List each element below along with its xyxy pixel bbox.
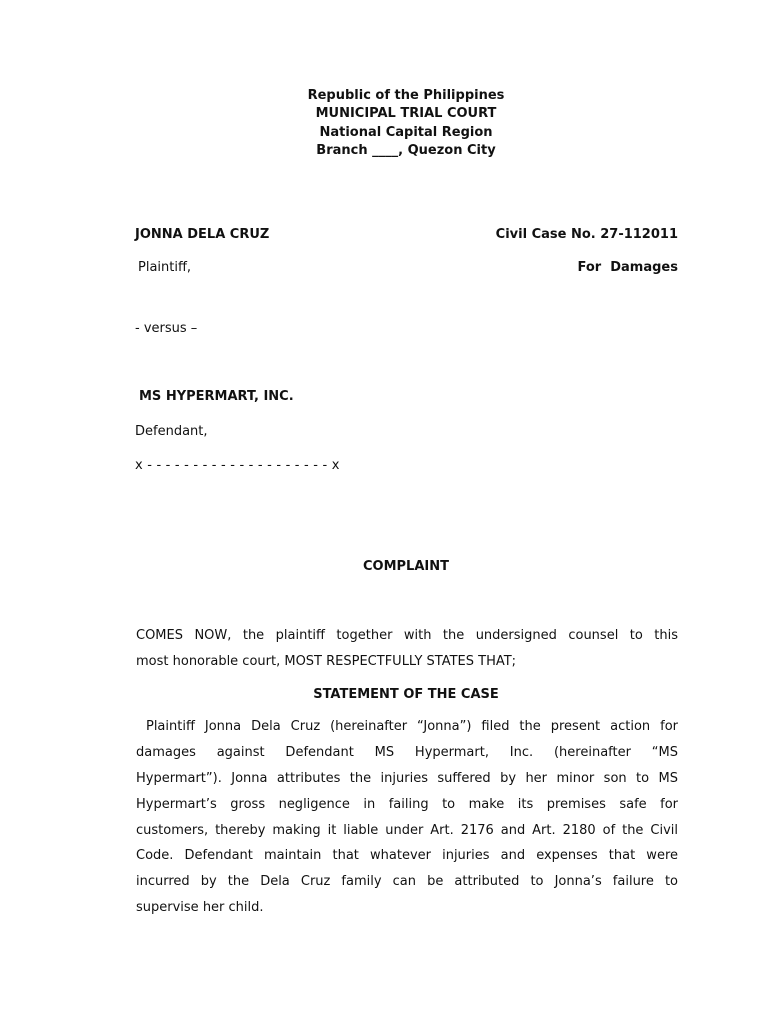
defendant-name: MS HYPERMART, INC. — [139, 389, 294, 404]
intro-line: most honorable court, MOST RESPECTFULLY STATES THAT; — [136, 653, 517, 669]
court-header-republic: Republic of the Philippines — [307, 88, 505, 103]
plaintiff-name: JONNA DELA CRUZ — [135, 227, 270, 242]
statement-line: Hypermart”). Jonna attributes the injuries suffered by her minor son to MS — [136, 770, 678, 786]
case-nature: For Damages — [577, 260, 678, 275]
statement-line: incurred by the Dela Cruz family can be attributed to Jonna’s failure to — [136, 874, 678, 890]
intro-line: COMES NOW, the plaintiff together with the undersigned counsel to this — [136, 628, 678, 643]
statement-line: damages against Defendant MS Hypermart, Inc. (hereinafter “MS — [136, 744, 678, 760]
document-title: COMPLAINT — [363, 559, 449, 574]
versus-label: - versus – — [135, 321, 198, 336]
court-header-region: National Capital Region — [319, 124, 493, 140]
statement-line: customers, thereby making it liable under Art. 2176 and Art. 2180 of the Civil — [136, 822, 678, 838]
statement-line: Hypermart’s gross negligence in failing to make its premises safe for — [136, 796, 678, 812]
case-number: Civil Case No. 27-112011 — [495, 227, 678, 242]
statement-line: Code. Defendant maintain that whatever injuries and expenses that were — [136, 848, 678, 864]
court-header-branch: Branch ____, Quezon City — [316, 142, 496, 158]
plaintiff-label: Plaintiff, — [138, 260, 192, 275]
intro-paragraph — [136, 623, 678, 675]
section-heading: STATEMENT OF THE CASE — [313, 687, 499, 702]
court-header — [0, 87, 768, 160]
defendant-label: Defendant, — [135, 424, 208, 439]
caption-separator: x - - - - - - - - - - - - - - - - - - - - x — [135, 458, 340, 473]
court-header-court-name: MUNICIPAL TRIAL COURT — [315, 106, 497, 122]
statement-line: Plaintiff Jonna Dela Cruz (hereinafter “Jonna”) filed the present action for — [136, 719, 678, 734]
statement-line: supervise her child. — [136, 900, 264, 916]
statement-paragraph — [136, 714, 678, 921]
